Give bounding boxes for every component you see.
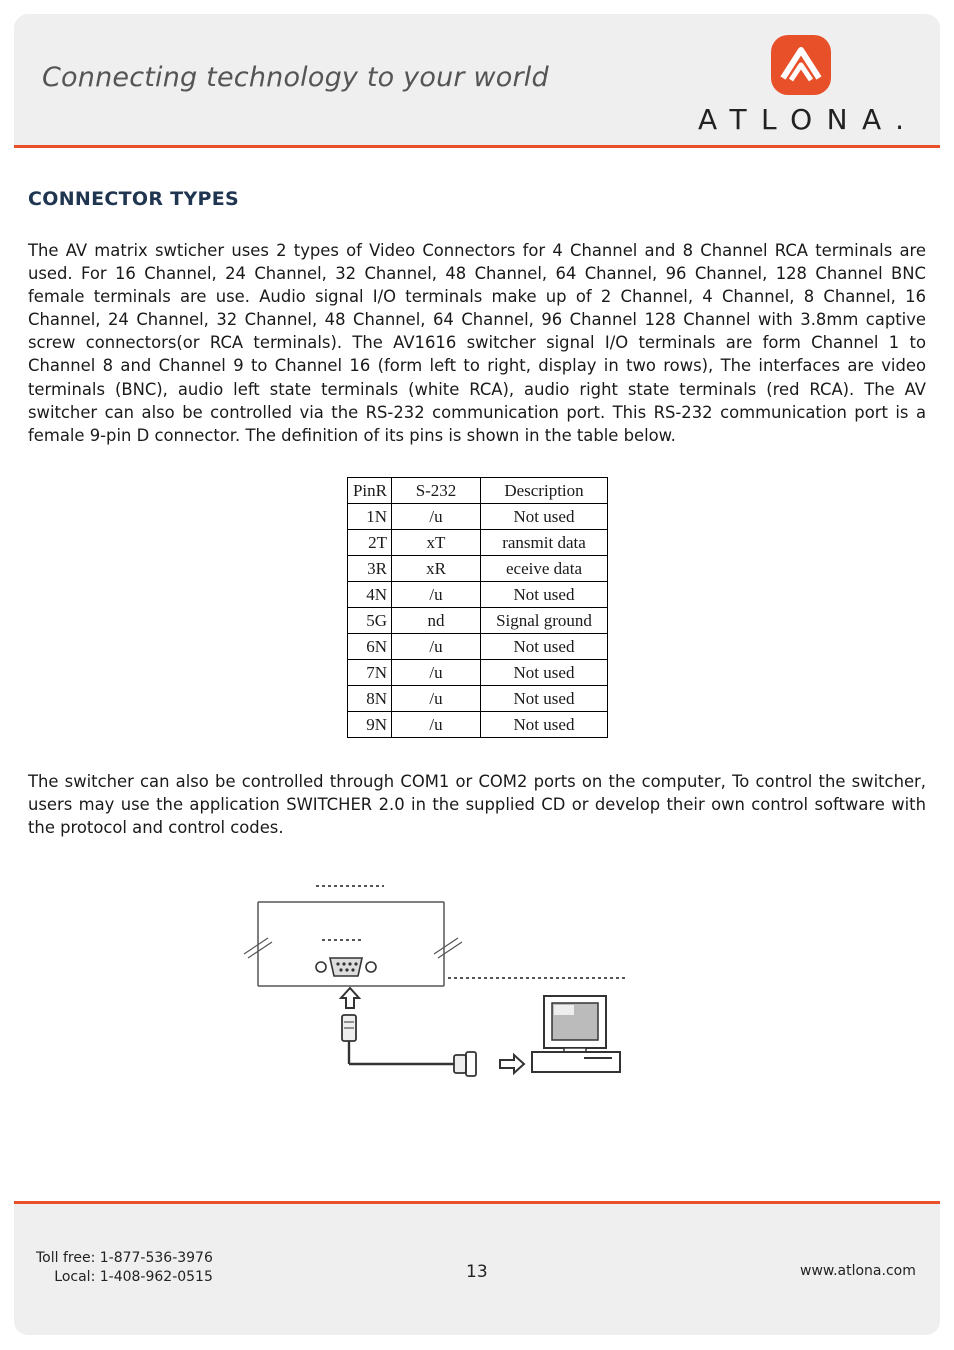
footer-phone (36, 1249, 213, 1287)
table-cell-pin: 3R (348, 556, 392, 582)
table-row (348, 582, 608, 608)
rs232-connection-diagram (238, 872, 638, 1087)
table-cell-description: Not used (481, 504, 608, 530)
table-row (348, 504, 608, 530)
serial-cable-icon (342, 1015, 476, 1076)
page-number: 13 (466, 1262, 488, 1282)
table-cell-signal: /u (392, 504, 481, 530)
switcher-unit-outline (244, 886, 628, 986)
table-row (348, 660, 608, 686)
table-cell-pin: 4N (348, 582, 392, 608)
website-link[interactable]: www.atlona.com (800, 1263, 916, 1279)
section-title: CONNECTOR TYPES (28, 188, 239, 210)
table-row (348, 712, 608, 738)
table-cell-signal: nd (392, 608, 481, 634)
table-cell-pin: 2T (348, 530, 392, 556)
atlona-logo-icon (770, 34, 832, 96)
table-row (348, 608, 608, 634)
header-tagline: Connecting technology to your world (42, 62, 549, 93)
table-cell-pin: 9N (348, 712, 392, 738)
table-cell-signal: /u (392, 660, 481, 686)
table-cell-signal: /u (392, 582, 481, 608)
table-cell-description: Not used (481, 582, 608, 608)
table-cell-description: Not used (481, 660, 608, 686)
right-arrow-icon (500, 1055, 524, 1073)
table-cell-signal: /u (392, 634, 481, 660)
brand-wordmark-text: ATLONA. (698, 104, 910, 134)
table-header-cell: PinR (348, 478, 392, 504)
brand-wordmark (698, 104, 913, 134)
table-header-cell: S-232 (392, 478, 481, 504)
table-cell-signal: xR (392, 556, 481, 582)
table-row (348, 556, 608, 582)
computer-icon (532, 996, 620, 1072)
table-cell-description: ransmit data (481, 530, 608, 556)
pin-definition-table (347, 477, 608, 738)
table-row (348, 686, 608, 712)
table-cell-description: eceive data (481, 556, 608, 582)
table-cell-description: Signal ground (481, 608, 608, 634)
control-paragraph: The switcher can also be controlled through COM1 or COM2 ports on the computer, To control the switcher, users may use the application SWITCHER 2.0 in the supplied CD or develop their own control software with the protocol and control codes. (28, 772, 926, 838)
up-arrow-icon (341, 988, 359, 1008)
table-header-row (348, 478, 608, 504)
table-row (348, 634, 608, 660)
table-cell-pin: 7N (348, 660, 392, 686)
table-header-cell: Description (481, 478, 608, 504)
toll-free-number: Toll free: 1-877-536-3976 (36, 1250, 213, 1266)
local-number: Local: 1-408-962-0515 (54, 1269, 213, 1285)
table-cell-signal: /u (392, 686, 481, 712)
table-cell-description: Not used (481, 712, 608, 738)
table-cell-signal: /u (392, 712, 481, 738)
table-cell-signal: xT (392, 530, 481, 556)
table-cell-description: Not used (481, 686, 608, 712)
intro-paragraph: The AV matrix swticher uses 2 types of Video Connectors for 4 Channel and 8 Channel RCA terminals are used. For 16 Channel, 24 Channel, 32 Channel, 48 Channel, 64 Channel, 96 Channel, 128 Channel BNC female terminals are use. Audio signal I/O terminals make up of 2 Channel, 4 Channel, 8 Channel, 16 Channel, 24 Channel, 32 Channel, 48 Channel, 64 Channel, 96 Channel 128 Channel with 3.8mm captive screw connectors(or RCA terminals). The AV1616 switcher signal I/O terminals are form Channel 1 to Channel 8 and Channel 9 to Channel 16 (form left to right, display in two rows), The interfaces are video terminals (BNC), audio left state terminals (white RCA), audio right state terminals (red RCA). The AV switcher can also be controlled via the RS-232 communication port. This RS-232 communication port is a female 9-pin D connector. The definition of its pins is shown in the table below. (28, 241, 926, 445)
table-cell-pin: 1N (348, 504, 392, 530)
table-cell-description: Not used (481, 634, 608, 660)
table-cell-pin: 5G (348, 608, 392, 634)
table-cell-pin: 6N (348, 634, 392, 660)
table-cell-pin: 8N (348, 686, 392, 712)
db9-port-icon (316, 958, 376, 976)
header-rule (14, 145, 940, 148)
table-row (348, 530, 608, 556)
